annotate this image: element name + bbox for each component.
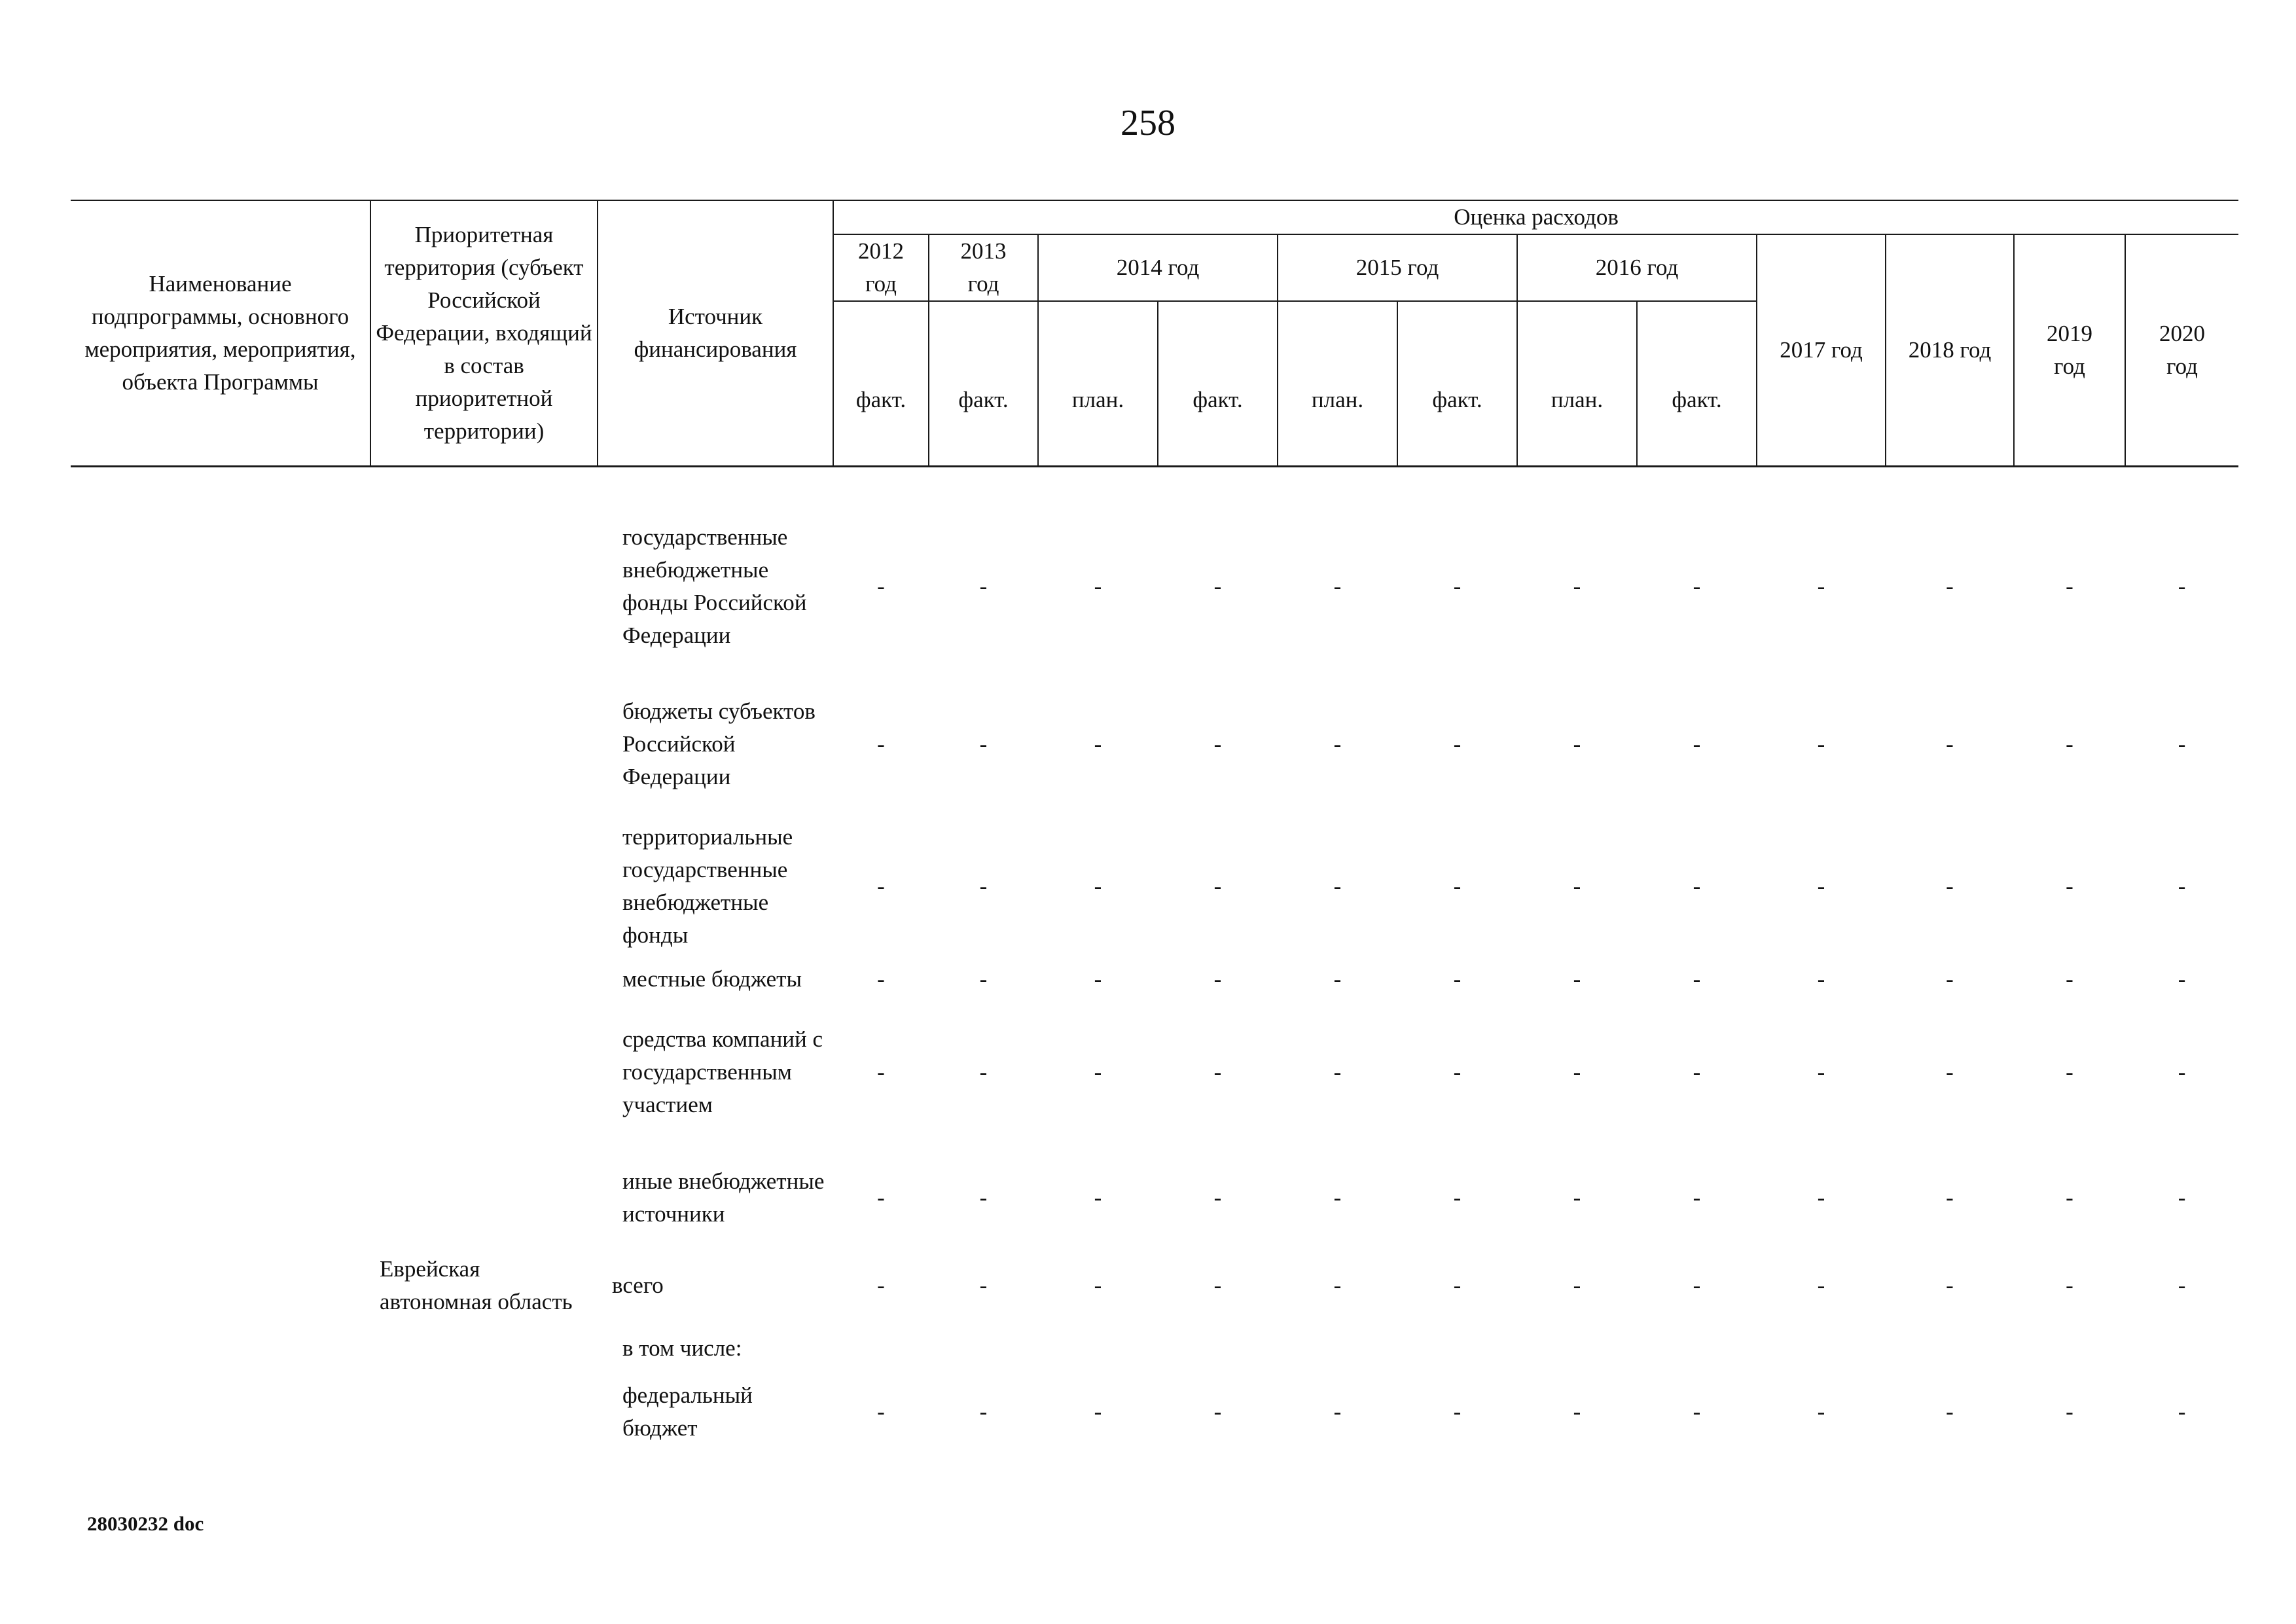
- row-name-cell: [71, 1318, 370, 1373]
- row-value-cell: -: [1333, 731, 1342, 757]
- row-territory-cell: [370, 674, 598, 816]
- table-row: [71, 1373, 2238, 1451]
- row-value-cell: -: [979, 731, 988, 757]
- row-value-cell: -: [1213, 731, 1222, 757]
- row-value-cell: [2014, 1318, 2125, 1373]
- row-value-cell: -: [1693, 966, 1701, 992]
- row-value-cell: -: [1453, 966, 1462, 992]
- row-value-cell: -: [1817, 1398, 1825, 1424]
- row-value-cell: [833, 1318, 929, 1373]
- row-value-cell: -: [1213, 1398, 1222, 1424]
- header-2020: 2020 год: [2125, 234, 2238, 466]
- row-value-cell: -: [1946, 1059, 1954, 1085]
- header-2014: 2014 год: [1038, 234, 1278, 301]
- row-value-cell: -: [877, 731, 885, 757]
- row-name-cell: [71, 1144, 370, 1253]
- row-value-cell: -: [2066, 1185, 2073, 1210]
- row-name-cell: [71, 958, 370, 1001]
- row-value-cell: [2125, 1318, 2238, 1373]
- row-value-cell: [1517, 1318, 1637, 1373]
- row-value-cell: -: [1213, 573, 1222, 599]
- document-code: 28030232 doc: [87, 1512, 204, 1535]
- table-row: [71, 816, 2238, 958]
- row-value-cell: -: [1946, 966, 1954, 992]
- row-value-cell: -: [1946, 731, 1954, 757]
- row-value-cell: -: [1573, 1398, 1581, 1424]
- row-value-cell: -: [1333, 1185, 1342, 1210]
- table-row: [71, 500, 2238, 674]
- row-value-cell: -: [979, 1185, 988, 1210]
- row-value-cell: -: [1094, 731, 1102, 757]
- row-source-cell: государственные внебюджетные фонды Российской Федерации: [622, 524, 807, 648]
- row-source-cell: местные бюджеты: [622, 966, 802, 992]
- row-territory-cell: [370, 1318, 598, 1373]
- expenditure-table: [71, 200, 2238, 1451]
- row-value-cell: -: [1453, 873, 1462, 899]
- table-row: [71, 674, 2238, 816]
- row-value-cell: -: [979, 1398, 988, 1424]
- header-2016-fact: факт.: [1637, 301, 1757, 466]
- header-2014-plan: план.: [1038, 301, 1158, 466]
- row-territory-cell: [370, 958, 598, 1001]
- row-name-cell: [71, 1253, 370, 1318]
- row-value-cell: -: [1333, 966, 1342, 992]
- row-value-cell: [929, 1318, 1038, 1373]
- row-source-cell: бюджеты субъектов Российской Федерации: [622, 698, 816, 789]
- row-value-cell: -: [1693, 873, 1701, 899]
- row-value-cell: -: [979, 873, 988, 899]
- row-value-cell: -: [1946, 873, 1954, 899]
- row-value-cell: -: [979, 573, 988, 599]
- header-2016-plan: план.: [1517, 301, 1637, 466]
- row-source-cell: всего: [612, 1272, 664, 1298]
- row-value-cell: -: [1817, 966, 1825, 992]
- row-value-cell: -: [2178, 873, 2186, 899]
- row-source-cell: средства компаний с государственным участием: [622, 1026, 823, 1117]
- row-name-cell: [71, 1373, 370, 1451]
- header-2019: 2019 год: [2014, 234, 2125, 466]
- row-value-cell: [1886, 1318, 2014, 1373]
- row-territory-cell: Еврейская автономная область: [380, 1255, 573, 1314]
- header-estimate: Оценка расходов: [833, 200, 2238, 234]
- row-source-cell: иные внебюджетные источники: [622, 1168, 825, 1227]
- header-2016: 2016 год: [1517, 234, 1757, 301]
- row-value-cell: [1397, 1318, 1517, 1373]
- row-source-cell: территориальные государственные внебюджетные фонды: [622, 824, 793, 948]
- row-value-cell: -: [1693, 1272, 1701, 1298]
- header-2012: 2012 год: [833, 234, 929, 301]
- row-value-cell: -: [1333, 573, 1342, 599]
- row-value-cell: -: [1573, 573, 1581, 599]
- row-value-cell: [1278, 1318, 1397, 1373]
- row-territory-cell: [370, 1144, 598, 1253]
- row-value-cell: -: [1946, 573, 1954, 599]
- row-value-cell: -: [979, 1059, 988, 1085]
- row-value-cell: -: [1693, 731, 1701, 757]
- row-value-cell: -: [1333, 1059, 1342, 1085]
- row-value-cell: -: [1573, 966, 1581, 992]
- row-value-cell: -: [2178, 731, 2186, 757]
- row-value-cell: -: [2178, 1185, 2186, 1210]
- row-value-cell: -: [1946, 1272, 1954, 1298]
- header-2015: 2015 год: [1278, 234, 1517, 301]
- row-value-cell: -: [1453, 1398, 1462, 1424]
- row-value-cell: -: [877, 573, 885, 599]
- row-value-cell: -: [2066, 873, 2073, 899]
- header-2015-plan: план.: [1278, 301, 1397, 466]
- row-value-cell: -: [1453, 731, 1462, 757]
- row-value-cell: -: [1573, 1185, 1581, 1210]
- header-2013-fact: факт.: [929, 301, 1038, 466]
- row-value-cell: -: [1573, 731, 1581, 757]
- row-value-cell: -: [2066, 731, 2073, 757]
- row-value-cell: -: [1817, 873, 1825, 899]
- header-source: Источник финансирования: [598, 200, 833, 466]
- row-value-cell: -: [1333, 1272, 1342, 1298]
- row-territory-cell: [370, 500, 598, 674]
- row-value-cell: [1038, 1318, 1158, 1373]
- row-value-cell: -: [1213, 1272, 1222, 1298]
- row-value-cell: -: [1453, 1185, 1462, 1210]
- row-value-cell: -: [1817, 1059, 1825, 1085]
- row-value-cell: -: [1946, 1398, 1954, 1424]
- table-row: [71, 1318, 2238, 1373]
- row-value-cell: -: [1946, 1185, 1954, 1210]
- row-name-cell: [71, 674, 370, 816]
- row-value-cell: -: [1094, 1185, 1102, 1210]
- row-value-cell: -: [1453, 1059, 1462, 1085]
- row-value-cell: -: [2178, 966, 2186, 992]
- row-name-cell: [71, 816, 370, 958]
- row-name-cell: [71, 500, 370, 674]
- row-value-cell: -: [1094, 573, 1102, 599]
- row-territory-cell: [370, 1001, 598, 1144]
- row-territory-cell: [370, 816, 598, 958]
- table-row: [71, 1144, 2238, 1253]
- row-value-cell: -: [1094, 1059, 1102, 1085]
- row-value-cell: -: [877, 1059, 885, 1085]
- table-body: [71, 466, 2238, 1451]
- header-2013: 2013 год: [929, 234, 1038, 301]
- row-value-cell: -: [1573, 1272, 1581, 1298]
- row-value-cell: -: [1817, 573, 1825, 599]
- row-value-cell: [1757, 1318, 1886, 1373]
- row-name-cell: [71, 1001, 370, 1144]
- row-value-cell: -: [877, 873, 885, 899]
- row-value-cell: -: [1817, 731, 1825, 757]
- row-value-cell: -: [2066, 1059, 2073, 1085]
- row-value-cell: -: [1453, 1272, 1462, 1298]
- row-value-cell: -: [1573, 873, 1581, 899]
- row-value-cell: -: [2178, 1059, 2186, 1085]
- row-value-cell: -: [2178, 573, 2186, 599]
- header-2017: 2017 год: [1757, 234, 1886, 466]
- table-header: [71, 200, 2238, 466]
- row-territory-cell: [370, 1373, 598, 1451]
- table-row: [71, 958, 2238, 1001]
- page-number: 258: [1121, 103, 1175, 143]
- row-value-cell: [1637, 1318, 1757, 1373]
- header-name: Наименование подпрограммы, основного мероприятия, мероприятия, объекта Программы: [71, 200, 370, 466]
- row-value-cell: -: [1333, 1398, 1342, 1424]
- row-source-cell: в том числе:: [622, 1335, 742, 1361]
- row-value-cell: -: [1333, 873, 1342, 899]
- row-value-cell: -: [1213, 966, 1222, 992]
- row-value-cell: -: [2066, 966, 2073, 992]
- row-value-cell: -: [2066, 1398, 2073, 1424]
- row-value-cell: -: [1094, 966, 1102, 992]
- row-value-cell: -: [979, 1272, 988, 1298]
- row-value-cell: -: [979, 966, 988, 992]
- row-value-cell: -: [1213, 873, 1222, 899]
- row-value-cell: -: [1213, 1059, 1222, 1085]
- row-value-cell: -: [1817, 1272, 1825, 1298]
- row-value-cell: -: [877, 1185, 885, 1210]
- header-2014-fact: факт.: [1158, 301, 1278, 466]
- row-value-cell: -: [2066, 1272, 2073, 1298]
- row-value-cell: -: [2178, 1272, 2186, 1298]
- row-value-cell: -: [1693, 1398, 1701, 1424]
- row-value-cell: [1158, 1318, 1278, 1373]
- row-value-cell: -: [1693, 573, 1701, 599]
- row-value-cell: -: [1094, 1272, 1102, 1298]
- row-value-cell: -: [1213, 1185, 1222, 1210]
- table-row: [71, 1001, 2238, 1144]
- header-2018: 2018 год: [1886, 234, 2014, 466]
- row-value-cell: -: [877, 1272, 885, 1298]
- header-territory: Приоритетная территория (субъект Российской Федерации, входящий в состав приоритетной территории): [370, 200, 598, 466]
- row-value-cell: -: [1693, 1059, 1701, 1085]
- row-value-cell: -: [1693, 1185, 1701, 1210]
- row-value-cell: -: [1817, 1185, 1825, 1210]
- row-value-cell: -: [1453, 573, 1462, 599]
- table-row: [71, 1253, 2238, 1318]
- row-value-cell: -: [1573, 1059, 1581, 1085]
- header-2012-fact: факт.: [833, 301, 929, 466]
- row-value-cell: -: [1094, 1398, 1102, 1424]
- row-value-cell: -: [2178, 1398, 2186, 1424]
- row-value-cell: -: [1094, 873, 1102, 899]
- row-source-cell: федеральный бюджет: [622, 1382, 753, 1441]
- row-value-cell: -: [2066, 573, 2073, 599]
- header-2015-fact: факт.: [1397, 301, 1517, 466]
- row-value-cell: -: [877, 966, 885, 992]
- row-value-cell: -: [877, 1398, 885, 1424]
